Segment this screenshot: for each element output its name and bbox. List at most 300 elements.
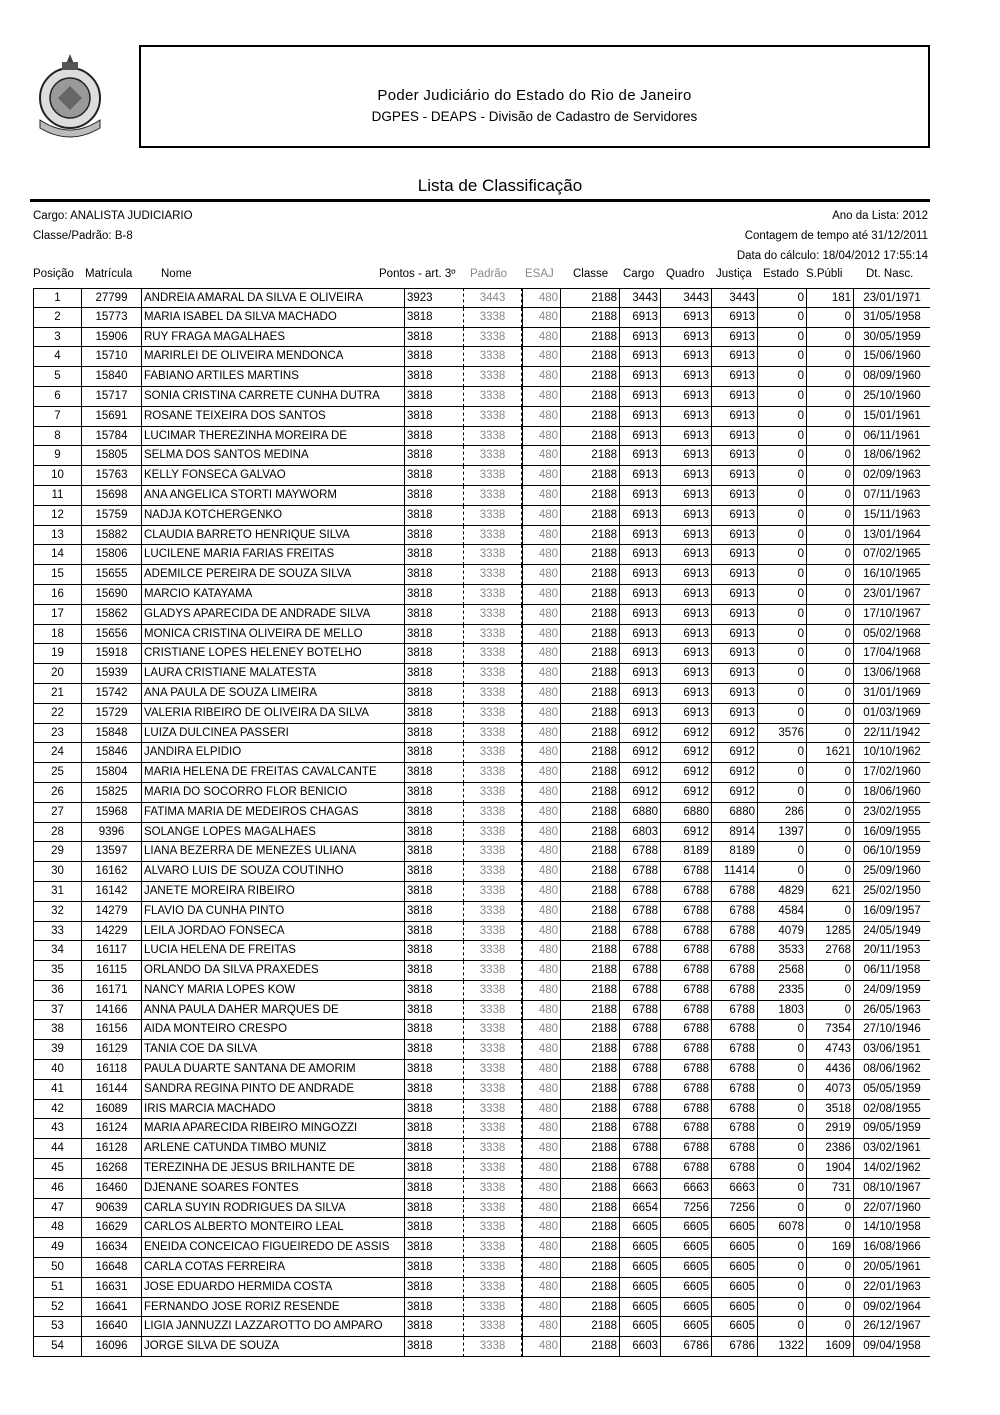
cell-posicao: 40 xyxy=(33,1060,82,1080)
cell-posicao: 4 xyxy=(33,347,82,367)
cell-padrao: 3338 xyxy=(464,328,522,348)
cell-pontos: 3818 xyxy=(405,585,464,605)
cell-posicao: 11 xyxy=(33,486,82,506)
cell-nome: TANIA COE DA SILVA xyxy=(141,1040,405,1060)
cell-estado: 0 xyxy=(758,684,806,704)
cell-matricula: 15656 xyxy=(82,625,141,645)
cell-spubli: 0 xyxy=(806,823,854,843)
cell-estado: 2335 xyxy=(758,981,806,1001)
cell-matricula: 16634 xyxy=(82,1238,141,1258)
cell-spubli: 0 xyxy=(806,783,854,803)
cell-quadro: 6788 xyxy=(661,941,711,961)
cell-spubli: 0 xyxy=(806,1317,854,1337)
table-row xyxy=(33,1218,930,1238)
cell-cargo: 6788 xyxy=(619,1100,661,1120)
cell-cargo: 6788 xyxy=(619,1080,661,1100)
cell-padrao: 3338 xyxy=(464,387,522,407)
cell-quadro: 3443 xyxy=(661,288,711,308)
cell-spubli: 4436 xyxy=(806,1060,854,1080)
cell-quadro: 6913 xyxy=(661,446,711,466)
contagem-label: Contagem de tempo até 31/12/2011 xyxy=(744,230,928,242)
cell-dt-nasc: 20/11/1953 xyxy=(854,941,930,961)
cell-classe: 2188 xyxy=(561,486,619,506)
cell-justica: 6788 xyxy=(711,981,758,1001)
cell-nome: ANA ANGELICA STORTI MAYWORM xyxy=(141,486,405,506)
cell-esaj: 480 xyxy=(522,585,561,605)
cell-classe: 2188 xyxy=(561,1001,619,1021)
cell-spubli: 0 xyxy=(806,1258,854,1278)
cell-spubli: 1285 xyxy=(806,922,854,942)
cell-pontos: 3818 xyxy=(405,367,464,387)
cell-justica: 6913 xyxy=(711,644,758,664)
cell-dt-nasc: 14/02/1962 xyxy=(854,1159,930,1179)
cell-pontos: 3818 xyxy=(405,941,464,961)
cell-spubli: 0 xyxy=(806,486,854,506)
cell-posicao: 53 xyxy=(33,1317,82,1337)
cell-classe: 2188 xyxy=(561,347,619,367)
cell-spubli: 0 xyxy=(806,1218,854,1238)
cell-classe: 2188 xyxy=(561,684,619,704)
cell-justica: 6605 xyxy=(711,1238,758,1258)
cell-estado: 0 xyxy=(758,1278,806,1298)
cell-esaj: 480 xyxy=(522,922,561,942)
cell-spubli: 0 xyxy=(806,842,854,862)
cell-esaj: 480 xyxy=(522,486,561,506)
cell-matricula: 16640 xyxy=(82,1317,141,1337)
cell-padrao: 3338 xyxy=(464,308,522,328)
cell-nome: GLADYS APARECIDA DE ANDRADE SILVA xyxy=(141,605,405,625)
table-row xyxy=(33,1020,930,1040)
cell-spubli: 0 xyxy=(806,407,854,427)
cell-padrao: 3338 xyxy=(464,1119,522,1139)
cell-quadro: 6788 xyxy=(661,862,711,882)
cell-padrao: 3338 xyxy=(464,981,522,1001)
cell-esaj: 480 xyxy=(522,783,561,803)
cell-classe: 2188 xyxy=(561,941,619,961)
cell-esaj: 480 xyxy=(522,1159,561,1179)
cell-estado: 0 xyxy=(758,1317,806,1337)
cell-spubli: 0 xyxy=(806,961,854,981)
cell-cargo: 6913 xyxy=(619,704,661,724)
cell-justica: 6913 xyxy=(711,664,758,684)
cell-justica: 6788 xyxy=(711,1040,758,1060)
cell-padrao: 3338 xyxy=(464,565,522,585)
cell-posicao: 14 xyxy=(33,545,82,565)
cell-posicao: 28 xyxy=(33,823,82,843)
cell-posicao: 46 xyxy=(33,1179,82,1199)
cell-dt-nasc: 02/09/1963 xyxy=(854,466,930,486)
cell-nome: ANNA PAULA DAHER MARQUES DE xyxy=(141,1001,405,1021)
cell-cargo: 6880 xyxy=(619,803,661,823)
cell-classe: 2188 xyxy=(561,387,619,407)
cell-classe: 2188 xyxy=(561,506,619,526)
cell-justica: 11414 xyxy=(711,862,758,882)
cell-pontos: 3818 xyxy=(405,545,464,565)
cell-padrao: 3338 xyxy=(464,724,522,744)
cell-padrao: 3443 xyxy=(464,288,522,308)
cell-cargo: 6788 xyxy=(619,941,661,961)
cell-esaj: 480 xyxy=(522,882,561,902)
cell-matricula: 15710 xyxy=(82,347,141,367)
cell-quadro: 6913 xyxy=(661,308,711,328)
cell-classe: 2188 xyxy=(561,328,619,348)
cell-nome: ANDREIA AMARAL DA SILVA E OLIVEIRA xyxy=(141,288,405,308)
cell-spubli: 169 xyxy=(806,1238,854,1258)
cell-padrao: 3338 xyxy=(464,1199,522,1219)
table-row xyxy=(33,367,930,387)
cell-classe: 2188 xyxy=(561,803,619,823)
cell-nome: CARLOS ALBERTO MONTEIRO LEAL xyxy=(141,1218,405,1238)
cell-posicao: 34 xyxy=(33,941,82,961)
table-row xyxy=(33,625,930,645)
cell-nome: IRIS MARCIA MACHADO xyxy=(141,1100,405,1120)
table-row xyxy=(33,1080,930,1100)
cell-dt-nasc: 16/09/1955 xyxy=(854,823,930,843)
cell-cargo: 6788 xyxy=(619,961,661,981)
cell-cargo: 6605 xyxy=(619,1238,661,1258)
cell-matricula: 15759 xyxy=(82,506,141,526)
cell-quadro: 6788 xyxy=(661,1040,711,1060)
cell-cargo: 6913 xyxy=(619,387,661,407)
cell-nome: PAULA DUARTE SANTANA DE AMORIM xyxy=(141,1060,405,1080)
cell-padrao: 3338 xyxy=(464,1001,522,1021)
cell-dt-nasc: 15/11/1963 xyxy=(854,506,930,526)
cell-quadro: 7256 xyxy=(661,1199,711,1219)
cell-quadro: 6788 xyxy=(661,1020,711,1040)
cell-matricula: 15939 xyxy=(82,664,141,684)
cell-justica: 6788 xyxy=(711,961,758,981)
cell-classe: 2188 xyxy=(561,1278,619,1298)
cell-spubli: 0 xyxy=(806,308,854,328)
cell-matricula: 15862 xyxy=(82,605,141,625)
cell-posicao: 29 xyxy=(33,842,82,862)
cell-esaj: 480 xyxy=(522,1278,561,1298)
cell-nome: CLAUDIA BARRETO HENRIQUE SILVA xyxy=(141,526,405,546)
cell-cargo: 6913 xyxy=(619,446,661,466)
cell-estado: 2568 xyxy=(758,961,806,981)
cell-dt-nasc: 07/02/1965 xyxy=(854,545,930,565)
cell-quadro: 6912 xyxy=(661,763,711,783)
cell-estado: 0 xyxy=(758,526,806,546)
cell-classe: 2188 xyxy=(561,1258,619,1278)
cell-padrao: 3338 xyxy=(464,407,522,427)
cell-matricula: 15690 xyxy=(82,585,141,605)
cell-pontos: 3818 xyxy=(405,1258,464,1278)
cell-classe: 2188 xyxy=(561,427,619,447)
cell-spubli: 4743 xyxy=(806,1040,854,1060)
cell-dt-nasc: 06/11/1961 xyxy=(854,427,930,447)
table-row xyxy=(33,506,930,526)
cell-justica: 6913 xyxy=(711,466,758,486)
table-row xyxy=(33,328,930,348)
cell-nome: MARIA ISABEL DA SILVA MACHADO xyxy=(141,308,405,328)
cell-classe: 2188 xyxy=(561,625,619,645)
cell-posicao: 32 xyxy=(33,902,82,922)
cell-nome: MARIA APARECIDA RIBEIRO MINGOZZI xyxy=(141,1119,405,1139)
table-row xyxy=(33,961,930,981)
cell-padrao: 3338 xyxy=(464,941,522,961)
cell-quadro: 6912 xyxy=(661,783,711,803)
cell-spubli: 3518 xyxy=(806,1100,854,1120)
cell-spubli: 2919 xyxy=(806,1119,854,1139)
cell-matricula: 14229 xyxy=(82,922,141,942)
cell-estado: 3533 xyxy=(758,941,806,961)
cell-justica: 6913 xyxy=(711,526,758,546)
cell-matricula: 9396 xyxy=(82,823,141,843)
table-row xyxy=(33,981,930,1001)
table-row xyxy=(33,882,930,902)
cell-justica: 6913 xyxy=(711,704,758,724)
cell-cargo: 6663 xyxy=(619,1179,661,1199)
cell-nome: VALERIA RIBEIRO DE OLIVEIRA DA SILVA xyxy=(141,704,405,724)
cell-spubli: 0 xyxy=(806,862,854,882)
cell-padrao: 3338 xyxy=(464,1238,522,1258)
cell-esaj: 480 xyxy=(522,446,561,466)
cell-classe: 2188 xyxy=(561,664,619,684)
cell-matricula: 16096 xyxy=(82,1337,141,1357)
cell-matricula: 15729 xyxy=(82,704,141,724)
cell-classe: 2188 xyxy=(561,1218,619,1238)
cell-justica: 6913 xyxy=(711,427,758,447)
cell-spubli: 0 xyxy=(806,565,854,585)
cell-nome: LIANA BEZERRA DE MENEZES ULIANA xyxy=(141,842,405,862)
cell-dt-nasc: 13/06/1968 xyxy=(854,664,930,684)
cell-justica: 3443 xyxy=(711,288,758,308)
cell-dt-nasc: 09/02/1964 xyxy=(854,1298,930,1318)
cell-spubli: 0 xyxy=(806,466,854,486)
cell-posicao: 24 xyxy=(33,743,82,763)
cell-nome: ADEMILCE PEREIRA DE SOUZA SILVA xyxy=(141,565,405,585)
table-row xyxy=(33,941,930,961)
cell-padrao: 3338 xyxy=(464,585,522,605)
cell-posicao: 23 xyxy=(33,724,82,744)
cell-quadro: 6913 xyxy=(661,347,711,367)
cell-esaj: 480 xyxy=(522,1337,561,1357)
cell-quadro: 6913 xyxy=(661,644,711,664)
cell-dt-nasc: 17/02/1960 xyxy=(854,763,930,783)
cell-quadro: 6880 xyxy=(661,803,711,823)
cell-pontos: 3818 xyxy=(405,506,464,526)
cell-nome: RUY FRAGA MAGALHAES xyxy=(141,328,405,348)
cell-estado: 3576 xyxy=(758,724,806,744)
cell-estado: 0 xyxy=(758,842,806,862)
cell-justica: 8189 xyxy=(711,842,758,862)
cell-matricula: 15882 xyxy=(82,526,141,546)
cell-quadro: 6913 xyxy=(661,704,711,724)
cell-classe: 2188 xyxy=(561,1337,619,1357)
cell-cargo: 6788 xyxy=(619,1040,661,1060)
col-dt-nasc: Dt. Nasc. xyxy=(866,268,914,280)
cell-matricula: 15825 xyxy=(82,783,141,803)
cell-padrao: 3338 xyxy=(464,1278,522,1298)
col-justica: Justiça xyxy=(716,268,752,280)
cell-esaj: 480 xyxy=(522,902,561,922)
cell-padrao: 3338 xyxy=(464,1337,522,1357)
cell-nome: ROSANE TEIXEIRA DOS SANTOS xyxy=(141,407,405,427)
table-row xyxy=(33,803,930,823)
cell-quadro: 6913 xyxy=(661,328,711,348)
cell-dt-nasc: 23/01/1971 xyxy=(854,288,930,308)
cell-matricula: 16124 xyxy=(82,1119,141,1139)
cell-dt-nasc: 09/05/1959 xyxy=(854,1119,930,1139)
cell-nome: NANCY MARIA LOPES KOW xyxy=(141,981,405,1001)
cell-spubli: 0 xyxy=(806,585,854,605)
cell-quadro: 6788 xyxy=(661,1159,711,1179)
cell-matricula: 15763 xyxy=(82,466,141,486)
cell-posicao: 51 xyxy=(33,1278,82,1298)
cell-quadro: 6788 xyxy=(661,1119,711,1139)
cell-pontos: 3818 xyxy=(405,743,464,763)
cell-nome: SELMA DOS SANTOS MEDINA xyxy=(141,446,405,466)
cell-pontos: 3818 xyxy=(405,1278,464,1298)
cell-classe: 2188 xyxy=(561,1080,619,1100)
cell-dt-nasc: 27/10/1946 xyxy=(854,1020,930,1040)
cell-padrao: 3338 xyxy=(464,506,522,526)
cell-justica: 6913 xyxy=(711,308,758,328)
cell-padrao: 3338 xyxy=(464,1139,522,1159)
cell-esaj: 480 xyxy=(522,545,561,565)
cell-padrao: 3338 xyxy=(464,486,522,506)
cell-estado: 0 xyxy=(758,1080,806,1100)
cell-dt-nasc: 25/09/1960 xyxy=(854,862,930,882)
cell-estado: 0 xyxy=(758,664,806,684)
cell-matricula: 15906 xyxy=(82,328,141,348)
cell-pontos: 3818 xyxy=(405,427,464,447)
cell-padrao: 3338 xyxy=(464,862,522,882)
cell-pontos: 3818 xyxy=(405,981,464,1001)
cell-justica: 6788 xyxy=(711,1020,758,1040)
cell-nome: JANDIRA ELPIDIO xyxy=(141,743,405,763)
cell-posicao: 18 xyxy=(33,625,82,645)
cell-esaj: 480 xyxy=(522,743,561,763)
cell-pontos: 3818 xyxy=(405,446,464,466)
cell-padrao: 3338 xyxy=(464,1159,522,1179)
cell-cargo: 6913 xyxy=(619,526,661,546)
cell-padrao: 3338 xyxy=(464,605,522,625)
cell-posicao: 48 xyxy=(33,1218,82,1238)
table-row xyxy=(33,427,930,447)
cell-nome: MARIA HELENA DE FREITAS CAVALCANTE xyxy=(141,763,405,783)
cell-nome: ANA PAULA DE SOUZA LIMEIRA xyxy=(141,684,405,704)
cell-estado: 0 xyxy=(758,565,806,585)
cell-pontos: 3818 xyxy=(405,862,464,882)
cell-matricula: 15717 xyxy=(82,387,141,407)
col-pontos: Pontos - art. 3º xyxy=(379,268,456,280)
cell-justica: 6913 xyxy=(711,367,758,387)
cell-dt-nasc: 22/07/1960 xyxy=(854,1199,930,1219)
cell-cargo: 6913 xyxy=(619,684,661,704)
cell-justica: 6788 xyxy=(711,1139,758,1159)
cell-justica: 6788 xyxy=(711,1119,758,1139)
cell-pontos: 3818 xyxy=(405,842,464,862)
cell-esaj: 480 xyxy=(522,1199,561,1219)
cell-justica: 6913 xyxy=(711,625,758,645)
cell-pontos: 3818 xyxy=(405,1199,464,1219)
table-row xyxy=(33,1001,930,1021)
cell-justica: 6912 xyxy=(711,743,758,763)
table-row xyxy=(33,783,930,803)
cell-quadro: 6913 xyxy=(661,684,711,704)
cell-classe: 2188 xyxy=(561,922,619,942)
cell-estado: 6078 xyxy=(758,1218,806,1238)
cell-nome: LIGIA JANNUZZI LAZZAROTTO DO AMPARO xyxy=(141,1317,405,1337)
cell-esaj: 480 xyxy=(522,308,561,328)
cell-classe: 2188 xyxy=(561,1298,619,1318)
cell-matricula: 16631 xyxy=(82,1278,141,1298)
cell-estado: 0 xyxy=(758,743,806,763)
cell-padrao: 3338 xyxy=(464,763,522,783)
cell-quadro: 6912 xyxy=(661,823,711,843)
cell-matricula: 15846 xyxy=(82,743,141,763)
table-row xyxy=(33,743,930,763)
cell-estado: 0 xyxy=(758,387,806,407)
cell-padrao: 3338 xyxy=(464,367,522,387)
cell-esaj: 480 xyxy=(522,1317,561,1337)
table-row xyxy=(33,1337,930,1357)
cell-posicao: 54 xyxy=(33,1337,82,1357)
cell-posicao: 33 xyxy=(33,922,82,942)
cell-padrao: 3338 xyxy=(464,466,522,486)
table-row xyxy=(33,1278,930,1298)
table-row xyxy=(33,1100,930,1120)
cell-esaj: 480 xyxy=(522,1020,561,1040)
cell-cargo: 6913 xyxy=(619,545,661,565)
cell-pontos: 3818 xyxy=(405,625,464,645)
cell-estado: 1803 xyxy=(758,1001,806,1021)
cell-quadro: 6913 xyxy=(661,367,711,387)
cell-matricula: 16089 xyxy=(82,1100,141,1120)
cell-esaj: 480 xyxy=(522,803,561,823)
cell-spubli: 0 xyxy=(806,387,854,407)
table-row xyxy=(33,1238,930,1258)
cell-justica: 6605 xyxy=(711,1298,758,1318)
cell-justica: 6913 xyxy=(711,506,758,526)
cell-dt-nasc: 25/10/1960 xyxy=(854,387,930,407)
cell-classe: 2188 xyxy=(561,545,619,565)
cell-pontos: 3818 xyxy=(405,1080,464,1100)
cell-dt-nasc: 18/06/1960 xyxy=(854,783,930,803)
cell-spubli: 2386 xyxy=(806,1139,854,1159)
cell-padrao: 3338 xyxy=(464,526,522,546)
cell-esaj: 480 xyxy=(522,526,561,546)
cell-pontos: 3818 xyxy=(405,1040,464,1060)
cell-dt-nasc: 30/05/1959 xyxy=(854,328,930,348)
cell-dt-nasc: 24/09/1959 xyxy=(854,981,930,1001)
cell-nome: NADJA KOTCHERGENKO xyxy=(141,506,405,526)
cell-estado: 0 xyxy=(758,1238,806,1258)
department-name: DGPES - DEAPS - Divisão de Cadastro de Servidores xyxy=(371,109,698,124)
cell-estado: 0 xyxy=(758,1298,806,1318)
cell-justica: 6913 xyxy=(711,328,758,348)
cell-esaj: 480 xyxy=(522,1080,561,1100)
cell-matricula: 14279 xyxy=(82,902,141,922)
cell-esaj: 480 xyxy=(522,1179,561,1199)
cell-padrao: 3338 xyxy=(464,545,522,565)
cell-pontos: 3818 xyxy=(405,407,464,427)
cell-posicao: 8 xyxy=(33,427,82,447)
cell-esaj: 480 xyxy=(522,823,561,843)
cell-estado: 0 xyxy=(758,1179,806,1199)
cell-classe: 2188 xyxy=(561,823,619,843)
cell-estado: 0 xyxy=(758,545,806,565)
cell-nome: FATIMA MARIA DE MEDEIROS CHAGAS xyxy=(141,803,405,823)
cell-spubli: 0 xyxy=(806,605,854,625)
cell-esaj: 480 xyxy=(522,1218,561,1238)
cell-pontos: 3818 xyxy=(405,526,464,546)
cell-cargo: 6605 xyxy=(619,1317,661,1337)
cell-cargo: 6913 xyxy=(619,407,661,427)
classe-label: Classe/Padrão: B-8 xyxy=(33,230,133,242)
